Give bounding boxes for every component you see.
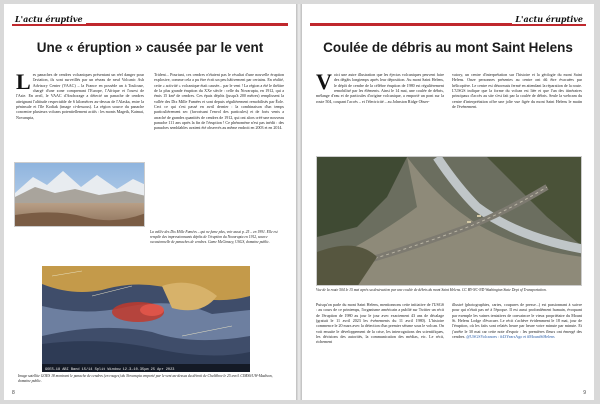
page-number: 8	[12, 390, 15, 396]
rubric-header	[310, 12, 586, 26]
drop-cap: L	[16, 72, 31, 94]
valley-landscape-image	[15, 163, 145, 227]
column-text: illustré (photographies, cartes, coupures de presse...) est passionnant à suivre pour qui n'était pas né à l'époque. Il est aussi profondément humain, évoquant par exemple les vaines tentatives de convaincre le vieux propriétaire du Mount St. Helens Lodge d'évacuer. Le récit s'achève évidemment le 18 mai, jour de l'éruption, où les faits sont relatés heure par heure votre minute par minute. Et j'arrête le 30 mai car cette note d'espoir : les premières fleurs ont émergé des cendres.	[452, 302, 582, 339]
valley-photo	[14, 162, 145, 227]
rubric-rule	[310, 23, 512, 26]
article-column-1	[316, 72, 444, 154]
hashtags-link[interactable]: @USGSVolcanoes : #43YearsAgo et #MountStHelens	[466, 333, 555, 339]
article-column-2: Trident... Pourtant, ces cendres n'étaient pas le résultat d'une nouvelle éruption explosive, comme cela a pu être écrit un peu hâtivement par certains. En réalité, cette « activité » volcanique était causée... par le vent ! La région a été le théâtre de la plus grande éruption du XXe siècle : celle du Novarupta, en 1912, qui a émis 15 km³ de cendres. Ces épais dépôts (jusqu'à 200 mètres) remplissent la vallée des Dix Mille Fumées et sont depuis régulièrement remobilisés par Éole. Ceci ce qui s'est passé en avril dernier : la combinaison d'un temps particulièrement sec (favorisant l'envol des particules) et de forts vents a arraché de grandes quantités de cendres de 1912, qui ont alors créé une nouveau panache 111 ans après la fin de l'éruption ! Ce phénomène n'est pas inédit : des panaches semblables avaient été observés au même endroit en 2003 et en 2014.	[154, 72, 284, 131]
rubric-header	[12, 12, 288, 26]
article-title: Une « éruption » causée par le vent	[36, 40, 264, 55]
satellite-image	[42, 266, 250, 372]
rubric-label: L'actu éruptive	[512, 14, 586, 26]
rubric-rule	[86, 23, 288, 26]
satellite-map-image	[42, 266, 250, 372]
satellite-stamp: GOES-18 ABI Band 15/14 Split Window 12.3–10.35μm 25 Apr 2023	[45, 368, 175, 372]
article-title: Coulée de débris au mont Saint Helens	[323, 40, 573, 55]
debris-flow-photo	[316, 156, 582, 286]
photo-caption: Vue de la route 504 le 15 mai après sa destruction par une coulée de débris du mont Saint Helens. CC BY-NC-ND Washington State Dept of Transportation.	[316, 288, 547, 292]
article-column-2: vatory, un centre d'interprétation sur l'histoire et la géologie du mont Saint Helens. Onze personnes présentes au centre ont dû être évacuées par hélicoptère. Le centre est désormais fermé en attendant la réparation de la route. L'USGS indique que la forme du volcan est liée et que l'un des itinéraires principaux d'accès au site s'est fait par la coulée de débris. Seule la webcam du centre d'interprétation offre une jolie vue figée du mont Saint Helens le matin de l'événement.	[452, 72, 582, 109]
drop-cap: V	[316, 72, 332, 94]
valley-caption: La vallée des Dix Mille Fumées – qui ne fume plus, voir aussi p. 25 – en 1991. Elle est remplie des impressionnants dépôts de l'éruption du Novarupta en 1912, source occasionnelle de panaches de cendres. Game McGimsey, USGS, domaine public.	[150, 230, 278, 244]
left-page	[4, 4, 296, 400]
satellite-caption: Image satellite GOES 18 montrant le panache de cendres (en rouges) du Novarupta emporté par le vent au-dessus du détroit de Chelikhov le 25 avril. CIMSS/UW-Madison, domaine public.	[18, 374, 273, 383]
article-column-1	[16, 72, 144, 158]
column-text: es panaches de cendres volcaniques présentant un réel danger pour l'aviation, ils sont surveillés par un réseau de neuf Volcanic Ash Advisory Center (VAAC) – la France en possède un à Toulouse, chargé d'une zone comprenant l'Europe, l'Afrique et l'ouest de l'Asie. En avril, le VAAC d'Anchorage a détecté un panache de cendres atteignant l'altitude respectable de 6 kilomètres au-dessus de l'Alaska, entre la péninsule et l'île Kodiak (image ci-dessous). La région source du panache concentre plusieurs volcans potentiellement actifs : les monts Mageik, Katmai, Novarupta,	[16, 72, 144, 120]
article-column-3: Puisqu'on parle du mont Saint Helens, mentionnons cette initiative de l'USGS : au cours de ce printemps, l'organisme américain a publié sur Twitter un récit de l'éruption de 1980 au jour le jour avec exactement 43 ans de décalage (gratuit le 11 avril 2023 les événements du 11 avril 1980). L'histoire commence le 20 mars avec la détection d'un premier séisme sous le volcan. On voit ensuite le développement de la crise, les interrogations des scientifiques, les décisions des autorités, la communication des médias, etc. Le récit, richement	[316, 302, 444, 345]
rubric-label: L'actu éruptive	[12, 14, 86, 26]
page-number: 9	[583, 390, 586, 396]
article-column-4	[452, 302, 582, 388]
column-text: oici une autre illustration que les éjectas volcaniques peuvent faire des dégâts longtemps après leur déposition. Au mont Saint Helens, le dépôt de cendre de la célèbre éruption de 1980 est régulièrement remobilisé par les éléments. Ainsi le 14 mai, une coulée de débris, mélange d'eau et de particules d'origine volcanique, a emporté un pont sur la route 504, coupant l'accès – et l'électricité – au Johnston Ridge Obser-	[316, 72, 444, 104]
road-destruction-image	[317, 157, 582, 286]
right-page	[302, 4, 594, 400]
